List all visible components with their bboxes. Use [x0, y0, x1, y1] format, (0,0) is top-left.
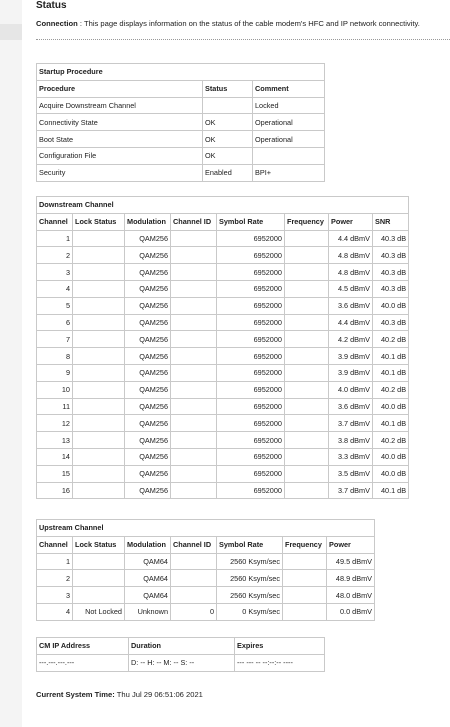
channel-cell: 14: [37, 448, 73, 465]
symbol-rate-cell: 6952000: [217, 297, 285, 314]
downstream-channel-table: [36, 196, 409, 499]
power-cell: 3.7 dBmV: [329, 482, 373, 499]
frequency-cell: [285, 398, 329, 415]
frequency-cell: [285, 280, 329, 297]
frequency-cell: [285, 432, 329, 449]
snr-cell: 40.3 dB: [373, 247, 409, 264]
table-row: [37, 432, 409, 449]
symbol-rate-cell: 6952000: [217, 314, 285, 331]
channel-id-cell: [171, 570, 217, 587]
table-row: [37, 348, 409, 365]
column-header: Frequency: [285, 213, 329, 230]
lock-status-cell: [73, 448, 125, 465]
power-cell: 3.3 dBmV: [329, 448, 373, 465]
table-row: [37, 297, 409, 314]
channel-cell: 6: [37, 314, 73, 331]
channel-id-cell: [171, 348, 217, 365]
power-cell: 4.2 dBmV: [329, 331, 373, 348]
table-row: [37, 264, 409, 281]
column-header: SNR: [373, 213, 409, 230]
snr-cell: 40.0 dB: [373, 448, 409, 465]
table-row: [37, 147, 325, 164]
comment-cell: Operational: [253, 114, 325, 131]
frequency-cell: [283, 553, 327, 570]
channel-cell: 15: [37, 465, 73, 482]
table-row: [37, 280, 409, 297]
column-header: Expires: [235, 638, 325, 655]
status-cell: OK: [203, 131, 253, 148]
symbol-rate-cell: 6952000: [217, 331, 285, 348]
lock-status-cell: [73, 348, 125, 365]
modulation-cell: QAM256: [125, 247, 171, 264]
lock-status-cell: [73, 553, 125, 570]
snr-cell: 40.1 dB: [373, 364, 409, 381]
frequency-cell: [285, 415, 329, 432]
symbol-rate-cell: 6952000: [217, 280, 285, 297]
lock-status-cell: [73, 331, 125, 348]
channel-id-cell: [171, 364, 217, 381]
column-header: Modulation: [125, 536, 171, 553]
frequency-cell: [285, 448, 329, 465]
symbol-rate-cell: 2560 Ksym/sec: [217, 587, 283, 604]
channel-id-cell: 0: [171, 603, 217, 620]
status-cell: OK: [203, 147, 253, 164]
symbol-rate-cell: 2560 Ksym/sec: [217, 570, 283, 587]
column-header: Channel: [37, 213, 73, 230]
column-header: Power: [329, 213, 373, 230]
frequency-cell: [283, 587, 327, 604]
lock-status-cell: [73, 264, 125, 281]
channel-cell: 5: [37, 297, 73, 314]
lock-status-cell: [73, 314, 125, 331]
power-cell: 0.0 dBmV: [327, 603, 375, 620]
frequency-cell: [285, 314, 329, 331]
snr-cell: 40.0 dB: [373, 465, 409, 482]
procedure-cell: Connectivity State: [37, 114, 203, 131]
frequency-cell: [285, 465, 329, 482]
table-caption: Downstream Channel: [37, 197, 409, 214]
table-row: [37, 587, 375, 604]
column-header: CM IP Address: [37, 638, 129, 655]
table-row: [37, 381, 409, 398]
procedure-cell: Boot State: [37, 131, 203, 148]
channel-id-cell: [171, 432, 217, 449]
column-header: Duration: [129, 638, 235, 655]
channel-cell: 8: [37, 348, 73, 365]
lock-status-cell: [73, 465, 125, 482]
snr-cell: 40.0 dB: [373, 398, 409, 415]
channel-cell: 3: [37, 587, 73, 604]
power-cell: 48.9 dBmV: [327, 570, 375, 587]
channel-id-cell: [171, 415, 217, 432]
channel-id-cell: [171, 297, 217, 314]
status-cell: [203, 97, 253, 114]
comment-cell: Operational: [253, 131, 325, 148]
symbol-rate-cell: 6952000: [217, 381, 285, 398]
left-panel-tab[interactable]: [0, 24, 22, 40]
power-cell: 4.8 dBmV: [329, 247, 373, 264]
channel-cell: 10: [37, 381, 73, 398]
duration-value: D: -- H: -- M: -- S: --: [129, 654, 235, 671]
power-cell: 3.5 dBmV: [329, 465, 373, 482]
frequency-cell: [285, 381, 329, 398]
channel-cell: 1: [37, 230, 73, 247]
table-row: [37, 331, 409, 348]
comment-cell: Locked: [253, 97, 325, 114]
modulation-cell: QAM256: [125, 364, 171, 381]
channel-cell: 4: [37, 603, 73, 620]
channel-cell: 3: [37, 264, 73, 281]
symbol-rate-cell: 6952000: [217, 432, 285, 449]
cm-ip-address-value: ---.---.---.---: [37, 654, 129, 671]
dotted-divider: [36, 39, 450, 40]
frequency-cell: [283, 570, 327, 587]
symbol-rate-cell: 6952000: [217, 247, 285, 264]
table-row: [37, 314, 409, 331]
lock-status-cell: [73, 398, 125, 415]
table-row: [37, 415, 409, 432]
column-header: Channel: [37, 536, 73, 553]
lock-status-cell: [73, 297, 125, 314]
frequency-cell: [283, 603, 327, 620]
column-header: Comment: [253, 80, 325, 97]
modulation-cell: QAM64: [125, 570, 171, 587]
modulation-cell: QAM256: [125, 381, 171, 398]
channel-id-cell: [171, 482, 217, 499]
table-row: [37, 448, 409, 465]
power-cell: 4.5 dBmV: [329, 280, 373, 297]
frequency-cell: [285, 230, 329, 247]
upstream-channel-table: [36, 519, 375, 621]
column-header: Lock Status: [73, 213, 125, 230]
table-row: [37, 114, 325, 131]
column-header: Channel ID: [171, 213, 217, 230]
channel-cell: 2: [37, 247, 73, 264]
channel-id-cell: [171, 381, 217, 398]
modulation-cell: QAM256: [125, 314, 171, 331]
frequency-cell: [285, 247, 329, 264]
modulation-cell: QAM256: [125, 297, 171, 314]
snr-cell: 40.1 dB: [373, 415, 409, 432]
channel-cell: 11: [37, 398, 73, 415]
channel-id-cell: [171, 587, 217, 604]
status-cell: Enabled: [203, 164, 253, 181]
power-cell: 3.6 dBmV: [329, 297, 373, 314]
power-cell: 4.0 dBmV: [329, 381, 373, 398]
channel-id-cell: [171, 448, 217, 465]
modulation-cell: QAM256: [125, 398, 171, 415]
symbol-rate-cell: 6952000: [217, 482, 285, 499]
snr-cell: 40.1 dB: [373, 348, 409, 365]
column-header: Frequency: [283, 536, 327, 553]
system-time-label: Current System Time:: [36, 690, 115, 699]
symbol-rate-cell: 6952000: [217, 398, 285, 415]
modulation-cell: QAM256: [125, 415, 171, 432]
channel-id-cell: [171, 331, 217, 348]
status-cell: OK: [203, 114, 253, 131]
procedure-cell: Configuration File: [37, 147, 203, 164]
snr-cell: 40.0 dB: [373, 297, 409, 314]
snr-cell: 40.3 dB: [373, 280, 409, 297]
lock-status-cell: Not Locked: [73, 603, 125, 620]
table-row: [37, 247, 409, 264]
lock-status-cell: [73, 432, 125, 449]
connection-label: Connection: [36, 19, 78, 28]
system-time-value: Thu Jul 29 06:51:06 2021: [116, 690, 203, 699]
startup-procedure-table: [36, 63, 325, 182]
table-row: [37, 398, 409, 415]
table-row: [37, 164, 325, 181]
lock-status-cell: [73, 482, 125, 499]
channel-cell: 2: [37, 570, 73, 587]
page-description: Connection : This page displays information on the status of the cable modem's HFC and IP network connectivity.: [36, 19, 420, 28]
frequency-cell: [285, 364, 329, 381]
lock-status-cell: [73, 364, 125, 381]
left-panel-edge: [0, 0, 22, 727]
frequency-cell: [285, 264, 329, 281]
lock-status-cell: [73, 570, 125, 587]
modulation-cell: QAM256: [125, 432, 171, 449]
modulation-cell: QAM256: [125, 280, 171, 297]
cm-ip-table: [36, 637, 325, 672]
power-cell: 3.7 dBmV: [329, 415, 373, 432]
symbol-rate-cell: 6952000: [217, 465, 285, 482]
frequency-cell: [285, 331, 329, 348]
power-cell: 4.4 dBmV: [329, 230, 373, 247]
procedure-cell: Security: [37, 164, 203, 181]
snr-cell: 40.2 dB: [373, 331, 409, 348]
table-row: [37, 97, 325, 114]
power-cell: 3.6 dBmV: [329, 398, 373, 415]
expires-value: --- --- -- --:--:-- ----: [235, 654, 325, 671]
modulation-cell: QAM256: [125, 348, 171, 365]
channel-cell: 4: [37, 280, 73, 297]
power-cell: 3.9 dBmV: [329, 348, 373, 365]
table-row: [37, 131, 325, 148]
lock-status-cell: [73, 587, 125, 604]
power-cell: 48.0 dBmV: [327, 587, 375, 604]
channel-cell: 13: [37, 432, 73, 449]
symbol-rate-cell: 2560 Ksym/sec: [217, 553, 283, 570]
channel-id-cell: [171, 280, 217, 297]
power-cell: 49.5 dBmV: [327, 553, 375, 570]
modulation-cell: QAM64: [125, 553, 171, 570]
procedure-cell: Acquire Downstream Channel: [37, 97, 203, 114]
table-row: [37, 364, 409, 381]
modulation-cell: QAM256: [125, 482, 171, 499]
frequency-cell: [285, 348, 329, 365]
column-header: Symbol Rate: [217, 213, 285, 230]
table-row: [37, 482, 409, 499]
power-cell: 3.8 dBmV: [329, 432, 373, 449]
power-cell: 4.4 dBmV: [329, 314, 373, 331]
table-row: [37, 570, 375, 587]
channel-id-cell: [171, 553, 217, 570]
channel-cell: 12: [37, 415, 73, 432]
channel-id-cell: [171, 247, 217, 264]
channel-id-cell: [171, 314, 217, 331]
column-header: Procedure: [37, 80, 203, 97]
lock-status-cell: [73, 381, 125, 398]
table-row: [37, 603, 375, 620]
modulation-cell: QAM256: [125, 331, 171, 348]
snr-cell: 40.1 dB: [373, 482, 409, 499]
page-title: Status: [36, 0, 67, 11]
comment-cell: BPI+: [253, 164, 325, 181]
frequency-cell: [285, 482, 329, 499]
symbol-rate-cell: 6952000: [217, 415, 285, 432]
channel-cell: 9: [37, 364, 73, 381]
modulation-cell: QAM256: [125, 264, 171, 281]
power-cell: 4.8 dBmV: [329, 264, 373, 281]
channel-id-cell: [171, 230, 217, 247]
lock-status-cell: [73, 230, 125, 247]
column-header: Modulation: [125, 213, 171, 230]
connection-text: This page displays information on the status of the cable modem's HFC and IP network connectivity.: [83, 19, 420, 28]
column-header: Power: [327, 536, 375, 553]
symbol-rate-cell: 6952000: [217, 230, 285, 247]
channel-id-cell: [171, 264, 217, 281]
table-caption: Startup Procedure: [37, 64, 325, 81]
modulation-cell: QAM256: [125, 230, 171, 247]
comment-cell: [253, 147, 325, 164]
lock-status-cell: [73, 415, 125, 432]
symbol-rate-cell: 6952000: [217, 364, 285, 381]
symbol-rate-cell: 6952000: [217, 348, 285, 365]
frequency-cell: [285, 297, 329, 314]
channel-cell: 1: [37, 553, 73, 570]
modulation-cell: Unknown: [125, 603, 171, 620]
current-system-time: [36, 690, 203, 699]
lock-status-cell: [73, 280, 125, 297]
channel-cell: 16: [37, 482, 73, 499]
modulation-cell: QAM64: [125, 587, 171, 604]
symbol-rate-cell: 6952000: [217, 264, 285, 281]
modulation-cell: QAM256: [125, 465, 171, 482]
table-row: [37, 465, 409, 482]
lock-status-cell: [73, 247, 125, 264]
column-header: Symbol Rate: [217, 536, 283, 553]
snr-cell: 40.3 dB: [373, 230, 409, 247]
column-header: Status: [203, 80, 253, 97]
power-cell: 3.9 dBmV: [329, 364, 373, 381]
table-caption: Upstream Channel: [37, 520, 375, 537]
table-row: [37, 654, 325, 671]
table-row: [37, 553, 375, 570]
channel-cell: 7: [37, 331, 73, 348]
snr-cell: 40.3 dB: [373, 314, 409, 331]
table-row: [37, 230, 409, 247]
column-header: Lock Status: [73, 536, 125, 553]
symbol-rate-cell: 6952000: [217, 448, 285, 465]
symbol-rate-cell: 0 Ksym/sec: [217, 603, 283, 620]
modulation-cell: QAM256: [125, 448, 171, 465]
snr-cell: 40.3 dB: [373, 264, 409, 281]
channel-id-cell: [171, 398, 217, 415]
snr-cell: 40.2 dB: [373, 381, 409, 398]
column-header: Channel ID: [171, 536, 217, 553]
channel-id-cell: [171, 465, 217, 482]
snr-cell: 40.2 dB: [373, 432, 409, 449]
